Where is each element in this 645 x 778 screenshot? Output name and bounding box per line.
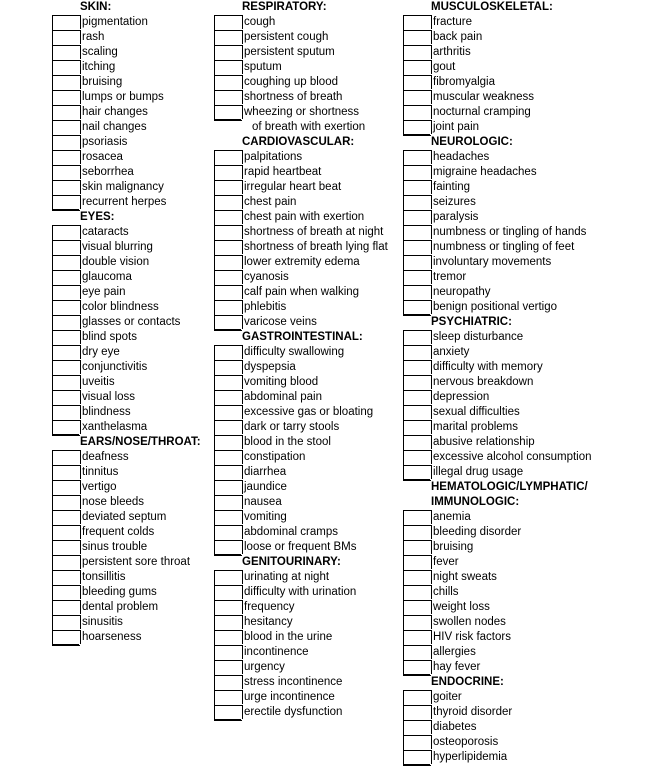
checkbox[interactable] <box>403 15 431 31</box>
section-divider <box>403 134 430 135</box>
checklist-item-label: blindness <box>82 406 131 418</box>
checkbox[interactable] <box>403 225 431 241</box>
checkbox[interactable] <box>403 330 431 346</box>
checklist-item-label: tonsillitis <box>82 571 126 583</box>
checklist-item-label: xanthelasma <box>82 421 148 433</box>
checkbox[interactable] <box>52 105 80 121</box>
checklist-item-label: visual blurring <box>82 241 153 253</box>
checkbox[interactable] <box>214 180 242 196</box>
section-heading-gastrointestinal: GASTROINTESTINAL: <box>242 331 363 343</box>
checkbox[interactable] <box>214 225 242 241</box>
section-divider <box>403 479 430 480</box>
checkbox[interactable] <box>403 105 431 121</box>
checklist-item-label: depression <box>433 391 490 403</box>
section-heading-endocrine: ENDOCRINE: <box>431 676 504 688</box>
checklist-item-label: tremor <box>433 271 467 283</box>
checklist-item-label: shortness of breath at night <box>244 226 384 238</box>
checklist-item-label: seborrhea <box>82 166 134 178</box>
checklist-item-label: numbness or tingling of feet <box>433 241 575 253</box>
checklist-item-label: itching <box>82 61 116 73</box>
checklist-item-label: nervous breakdown <box>433 376 534 388</box>
checkbox[interactable] <box>403 615 431 631</box>
checkbox[interactable] <box>52 15 80 31</box>
checkbox[interactable] <box>403 450 431 466</box>
checkbox[interactable] <box>214 525 242 541</box>
checklist-item-label: blood in the stool <box>244 436 331 448</box>
checkbox[interactable] <box>214 375 242 391</box>
checklist-item-label: lower extremity edema <box>244 256 360 268</box>
checklist-item-label: frequency <box>244 601 295 613</box>
section-heading-ears-nose-throat: EARS/NOSE/THROAT: <box>80 436 201 448</box>
item-continuation-text: of breath with exertion <box>252 121 366 133</box>
checklist-item-label: nocturnal cramping <box>433 106 531 118</box>
checkbox[interactable] <box>403 285 431 301</box>
checklist-item-label: nail changes <box>82 121 147 133</box>
section-divider <box>403 314 430 315</box>
checklist-item-label: hair changes <box>82 106 148 118</box>
checklist-item-label: thyroid disorder <box>433 706 513 718</box>
checklist-item-label: excessive alcohol consumption <box>433 451 592 463</box>
checkbox[interactable] <box>52 60 80 76</box>
checklist-item-label: stress incontinence <box>244 676 343 688</box>
checkbox[interactable] <box>214 150 242 166</box>
checklist-item-label: involuntary movements <box>433 256 552 268</box>
checklist-item-label: abusive relationship <box>433 436 535 448</box>
checklist-item-label: calf pain when walking <box>244 286 360 298</box>
section-divider <box>52 209 79 210</box>
checkbox[interactable] <box>403 420 431 436</box>
checkbox[interactable] <box>403 630 431 646</box>
checkbox[interactable] <box>403 600 431 616</box>
checkbox[interactable] <box>214 675 242 691</box>
section-heading-cardiovascular: CARDIOVASCULAR: <box>242 136 355 148</box>
checklist-item-label: dyspepsia <box>244 361 296 373</box>
checklist-item-label: bleeding disorder <box>433 526 522 538</box>
checkbox[interactable] <box>214 285 242 301</box>
checkbox[interactable] <box>214 240 242 256</box>
checkbox[interactable] <box>52 600 80 616</box>
checkbox[interactable] <box>403 345 431 361</box>
checklist-item-label: fibromyalgia <box>433 76 495 88</box>
checklist-item-label: varicose veins <box>244 316 317 328</box>
section-divider <box>214 119 241 120</box>
section-divider <box>214 329 241 330</box>
checklist-item-label: chest pain with exertion <box>244 211 365 223</box>
checklist-item-label: hay fever <box>433 661 481 673</box>
checklist-item-label: incontinence <box>244 646 309 658</box>
checklist-item-label: cyanosis <box>244 271 289 283</box>
checkbox[interactable] <box>403 375 431 391</box>
checklist-item-label: psoriasis <box>82 136 128 148</box>
section-divider <box>214 554 241 555</box>
checklist-item-label: dental problem <box>82 601 159 613</box>
checklist-item-label: nose bleeds <box>82 496 145 508</box>
checklist-item-label: scaling <box>82 46 118 58</box>
checkbox[interactable] <box>52 180 80 196</box>
checklist-item-label: difficulty with urination <box>244 586 357 598</box>
checklist-item-label: deviated septum <box>82 511 167 523</box>
checklist-item-label: shortness of breath <box>244 91 343 103</box>
checkbox[interactable] <box>52 480 80 496</box>
checklist-item-label: glaucoma <box>82 271 132 283</box>
checklist-item-label: shortness of breath lying flat <box>244 241 388 253</box>
checklist-item-label: rapid heartbeat <box>244 166 322 178</box>
checklist-item-label: conjunctivitis <box>82 361 148 373</box>
checklist-item-label: vomiting blood <box>244 376 319 388</box>
checkbox[interactable] <box>214 450 242 466</box>
checkbox[interactable] <box>52 255 80 271</box>
checkbox[interactable] <box>214 435 242 451</box>
checkbox[interactable] <box>403 150 431 166</box>
checkbox[interactable] <box>52 135 80 151</box>
checklist-item-label: phlebitis <box>244 301 287 313</box>
checklist-item-label: paralysis <box>433 211 479 223</box>
checkbox[interactable] <box>214 15 242 31</box>
checkbox[interactable] <box>52 510 80 526</box>
checklist-item-label: HIV risk factors <box>433 631 511 643</box>
checklist-item-label: bruising <box>82 76 123 88</box>
checkbox[interactable] <box>403 690 431 706</box>
checkbox[interactable] <box>403 210 431 226</box>
checkbox[interactable] <box>214 360 242 376</box>
checklist-item-label: eye pain <box>82 286 126 298</box>
checkbox[interactable] <box>52 345 80 361</box>
checkbox[interactable] <box>52 390 80 406</box>
checklist-item-label: back pain <box>433 31 483 43</box>
checkbox[interactable] <box>403 645 431 661</box>
checklist-item-label: urgency <box>244 661 285 673</box>
checkbox[interactable] <box>52 90 80 106</box>
checklist-item-label: cough <box>244 16 276 28</box>
checkbox[interactable] <box>52 30 80 46</box>
checklist-item-label: allergies <box>433 646 476 658</box>
checklist-item-label: color blindness <box>82 301 159 313</box>
checkbox[interactable] <box>214 90 242 106</box>
checkbox[interactable] <box>403 255 431 271</box>
checkbox[interactable] <box>403 45 431 61</box>
checkbox[interactable] <box>403 720 431 736</box>
checkbox[interactable] <box>403 735 431 751</box>
checkbox[interactable] <box>403 60 431 76</box>
checkbox[interactable] <box>214 405 242 421</box>
checkbox[interactable] <box>403 390 431 406</box>
checkbox[interactable] <box>214 645 242 661</box>
checkbox[interactable] <box>214 270 242 286</box>
checkbox[interactable] <box>403 705 431 721</box>
checklist-item-label: irregular heart beat <box>244 181 342 193</box>
checklist-item-label: numbness or tingling of hands <box>433 226 587 238</box>
checkbox[interactable] <box>214 390 242 406</box>
checklist-item-label: bleeding gums <box>82 586 157 598</box>
checklist-item-label: anemia <box>433 511 471 523</box>
checklist-item-label: vertigo <box>82 481 117 493</box>
checkbox[interactable] <box>403 570 431 586</box>
checkbox[interactable] <box>403 555 431 571</box>
checklist-item-label: night sweats <box>433 571 497 583</box>
checklist-item-label: abdominal pain <box>244 391 323 403</box>
checkbox[interactable] <box>403 30 431 46</box>
checkbox[interactable] <box>403 540 431 556</box>
checklist-item-label: tinnitus <box>82 466 119 478</box>
checklist-item-label: persistent cough <box>244 31 329 43</box>
checkbox[interactable] <box>52 570 80 586</box>
checkbox[interactable] <box>403 75 431 91</box>
checklist-item-label: cataracts <box>82 226 129 238</box>
checklist-item-label: sleep disturbance <box>433 331 524 343</box>
checkbox[interactable] <box>214 495 242 511</box>
checkbox[interactable] <box>403 405 431 421</box>
checkbox[interactable] <box>403 180 431 196</box>
checkbox[interactable] <box>403 360 431 376</box>
checklist-item-label: sinusitis <box>82 616 123 628</box>
checklist-item-label: illegal drug usage <box>433 466 524 478</box>
checklist-item-label: migraine headaches <box>433 166 537 178</box>
checklist-item-label: lumps or bumps <box>82 91 164 103</box>
checkbox[interactable] <box>52 165 80 181</box>
checklist-item-label: diabetes <box>433 721 477 733</box>
checklist-item-label: arthritis <box>433 46 471 58</box>
section-heading-respiratory: RESPIRATORY: <box>242 1 327 13</box>
checkbox[interactable] <box>403 525 431 541</box>
checkbox[interactable] <box>403 165 431 181</box>
checklist-item-label: pigmentation <box>82 16 148 28</box>
section-heading-immunologic: IMMUNOLOGIC: <box>431 496 520 508</box>
checkbox[interactable] <box>52 360 80 376</box>
section-divider <box>403 674 430 675</box>
checkbox[interactable] <box>52 540 80 556</box>
section-heading-musculoskeletal: MUSCULOSKELETAL: <box>431 1 553 13</box>
checkbox[interactable] <box>214 255 242 271</box>
checklist-item-label: sexual difficulties <box>433 406 520 418</box>
checklist-item-label: dark or tarry stools <box>244 421 340 433</box>
checklist-item-label: neuropathy <box>433 286 491 298</box>
checkbox[interactable] <box>214 420 242 436</box>
checkbox[interactable] <box>52 495 80 511</box>
checkbox[interactable] <box>52 465 80 481</box>
checkbox[interactable] <box>214 210 242 226</box>
checklist-item-label: persistent sore throat <box>82 556 191 568</box>
checklist-item-label: blood in the urine <box>244 631 333 643</box>
checkbox[interactable] <box>214 345 242 361</box>
checkbox[interactable] <box>52 45 80 61</box>
checklist-item-label: rash <box>82 31 105 43</box>
checkbox[interactable] <box>52 330 80 346</box>
checklist-item-label: dry eye <box>82 346 120 358</box>
checklist-item-label: difficulty swallowing <box>244 346 345 358</box>
checkbox[interactable] <box>214 480 242 496</box>
checkbox[interactable] <box>214 60 242 76</box>
checkbox[interactable] <box>214 660 242 676</box>
checkbox[interactable] <box>52 315 80 331</box>
checkbox[interactable] <box>214 165 242 181</box>
checklist-item-label: excessive gas or bloating <box>244 406 374 418</box>
section-divider <box>52 434 79 435</box>
section-heading-psychiatric: PSYCHIATRIC: <box>431 316 512 328</box>
checklist-item-label: recurrent herpes <box>82 196 167 208</box>
checkbox[interactable] <box>214 300 242 316</box>
checkbox[interactable] <box>214 45 242 61</box>
checkbox[interactable] <box>52 270 80 286</box>
checkbox[interactable] <box>52 525 80 541</box>
section-divider <box>403 764 430 765</box>
checkbox[interactable] <box>52 450 80 466</box>
checklist-item-label: rosacea <box>82 151 123 163</box>
checklist-item-label: fracture <box>433 16 472 28</box>
checklist-item-label: abdominal cramps <box>244 526 338 538</box>
checkbox[interactable] <box>403 90 431 106</box>
checklist-item-label: uveitis <box>82 376 115 388</box>
checklist-item-label: urge incontinence <box>244 691 335 703</box>
checklist-item-label: hesitancy <box>244 616 293 628</box>
checklist-item-label: sputum <box>244 61 282 73</box>
checkbox[interactable] <box>52 120 80 136</box>
checklist-item-label: erectile dysfunction <box>244 706 343 718</box>
checklist-item-label: glasses or contacts <box>82 316 181 328</box>
checklist-item-label: chills <box>433 586 459 598</box>
checklist-item-label: nausea <box>244 496 282 508</box>
checklist-item-label: joint pain <box>433 121 480 133</box>
checklist-item-label: visual loss <box>82 391 136 403</box>
checklist-item-label: headaches <box>433 151 490 163</box>
checkbox[interactable] <box>403 435 431 451</box>
checklist-item-label: diarrhea <box>244 466 287 478</box>
checkbox[interactable] <box>403 195 431 211</box>
section-divider <box>52 644 79 645</box>
checkbox[interactable] <box>403 585 431 601</box>
checklist-item-label: hoarseness <box>82 631 142 643</box>
checkbox[interactable] <box>52 300 80 316</box>
checklist-item-label: goiter <box>433 691 462 703</box>
checkbox[interactable] <box>52 225 80 241</box>
checklist-item-label: persistent sputum <box>244 46 335 58</box>
checkbox[interactable] <box>52 585 80 601</box>
checklist-item-label: swollen nodes <box>433 616 506 628</box>
checklist-item-label: bruising <box>433 541 474 553</box>
checklist-item-label: marital problems <box>433 421 518 433</box>
checklist-item-label: skin malignancy <box>82 181 164 193</box>
checklist-item-label: blind spots <box>82 331 137 343</box>
checklist-item-label: jaundice <box>244 481 287 493</box>
checklist-item-label: loose or frequent BMs <box>244 541 357 553</box>
checkbox[interactable] <box>214 510 242 526</box>
checkbox[interactable] <box>214 585 242 601</box>
checkbox[interactable] <box>403 240 431 256</box>
checkbox[interactable] <box>214 600 242 616</box>
checklist-item-label: hyperlipidemia <box>433 751 508 763</box>
checklist-item-label: sinus trouble <box>82 541 148 553</box>
checklist-item-label: weight loss <box>433 601 490 613</box>
section-heading-genitourinary: GENITOURINARY: <box>242 556 341 568</box>
checklist-item-label: gout <box>433 61 456 73</box>
checklist-item-label: palpitations <box>244 151 303 163</box>
checkbox[interactable] <box>214 615 242 631</box>
checklist-item-label: benign positional vertigo <box>433 301 558 313</box>
checklist-item-label: fainting <box>433 181 471 193</box>
section-heading-skin: SKIN: <box>80 1 112 13</box>
checklist-item-label: difficulty with memory <box>433 361 543 373</box>
checkbox[interactable] <box>403 270 431 286</box>
checkbox[interactable] <box>52 375 80 391</box>
checkbox[interactable] <box>214 75 242 91</box>
checklist-item-label: fever <box>433 556 459 568</box>
checklist-item-label: deafness <box>82 451 129 463</box>
checkbox[interactable] <box>403 510 431 526</box>
checkbox[interactable] <box>214 630 242 646</box>
checklist-item-label: vomiting <box>244 511 287 523</box>
checklist-item-label: frequent colds <box>82 526 155 538</box>
checklist-item-label: urinating at night <box>244 571 330 583</box>
checkbox[interactable] <box>214 690 242 706</box>
checklist-item-label: chest pain <box>244 196 297 208</box>
checkbox[interactable] <box>52 75 80 91</box>
checkbox[interactable] <box>52 405 80 421</box>
checklist-item-label: wheezing or shortness <box>244 106 360 118</box>
section-heading-eyes: EYES: <box>80 211 115 223</box>
checkbox[interactable] <box>214 570 242 586</box>
checkbox[interactable] <box>52 240 80 256</box>
checkbox[interactable] <box>52 150 80 166</box>
checklist-item-label: anxiety <box>433 346 470 358</box>
section-divider <box>214 719 241 720</box>
section-heading-neurologic: NEUROLOGIC: <box>431 136 513 148</box>
checklist-item-label: seizures <box>433 196 476 208</box>
checkbox[interactable] <box>214 465 242 481</box>
checklist-item-label: muscular weakness <box>433 91 534 103</box>
checkbox[interactable] <box>52 555 80 571</box>
checklist-item-label: osteoporosis <box>433 736 499 748</box>
checkbox[interactable] <box>52 285 80 301</box>
checklist-item-label: double vision <box>82 256 150 268</box>
section-heading-hematologic-lymphatic: HEMATOLOGIC/LYMPHATIC/ <box>431 481 588 493</box>
checklist-item-label: coughing up blood <box>244 76 338 88</box>
checkbox[interactable] <box>52 615 80 631</box>
checkbox[interactable] <box>214 30 242 46</box>
checkbox[interactable] <box>214 195 242 211</box>
checklist-item-label: constipation <box>244 451 306 463</box>
